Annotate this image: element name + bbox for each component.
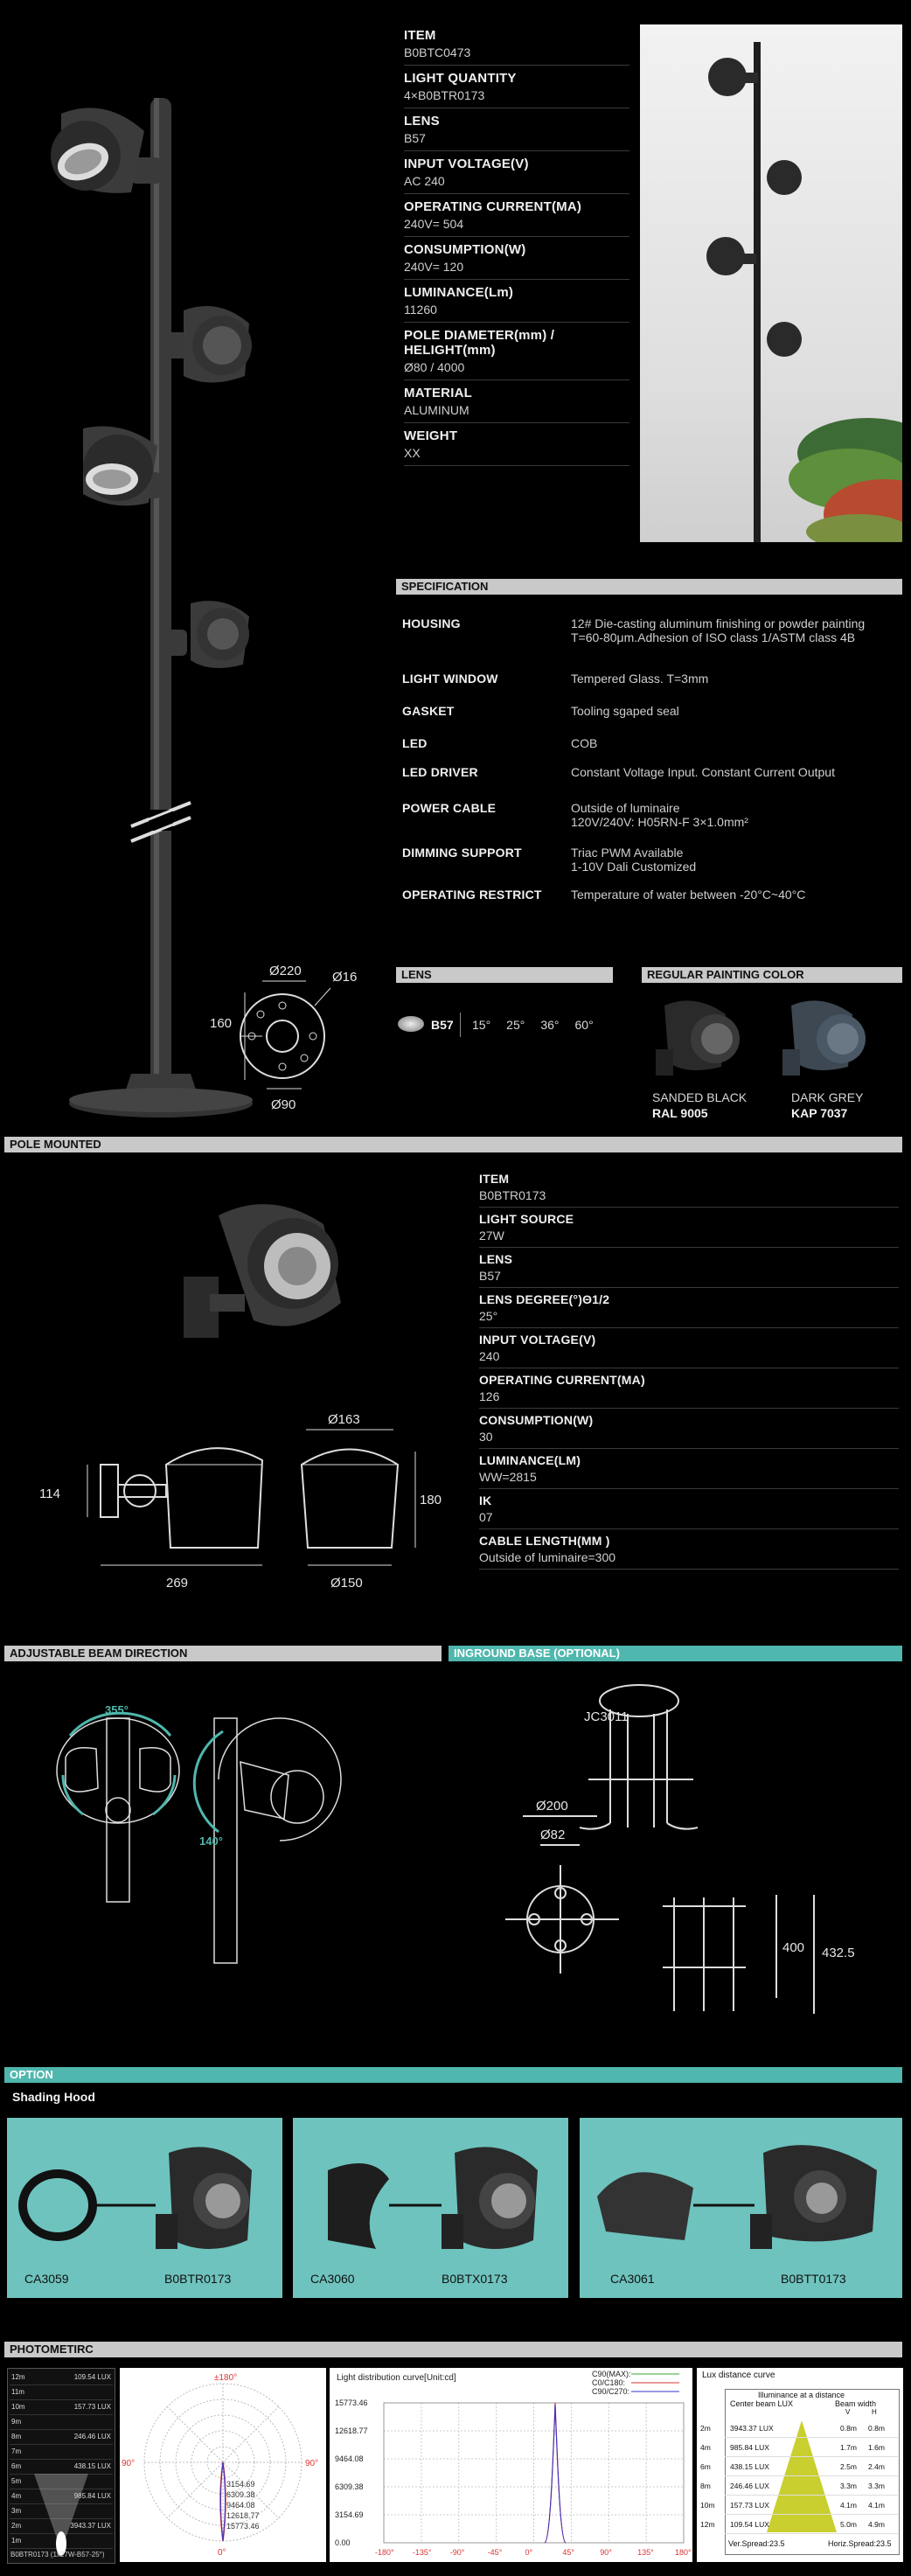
painting-swatches xyxy=(647,988,901,1089)
polar-left: 90° xyxy=(122,2459,136,2468)
polar-v4: 12618.77 xyxy=(226,2511,260,2520)
lux-v: 1.7m xyxy=(840,2443,857,2452)
item-spec-row xyxy=(404,199,629,237)
spec-value: Constant Voltage Input. Constant Current Output xyxy=(571,765,835,779)
inground-code: JC3011 xyxy=(584,1709,629,1724)
lux-center: 438.15 LUX xyxy=(730,2462,769,2471)
lux-hor: Horiz.Spread:23.5 xyxy=(828,2539,892,2548)
hood-2: CA3060 xyxy=(310,2272,355,2286)
pm-spec-divider xyxy=(479,1488,899,1489)
lux-row xyxy=(700,2419,898,2438)
lens-angles xyxy=(472,1018,609,1034)
dim-h432: 432.5 xyxy=(822,1946,855,1960)
color1-name: SANDED BLACK xyxy=(652,1090,748,1104)
pm-spec-value: 240 xyxy=(479,1349,500,1363)
curve-xtick: -135° xyxy=(412,2548,432,2557)
lux-h: 4.9m xyxy=(868,2520,885,2529)
lux-col2: Beam width xyxy=(835,2399,877,2408)
lux-row xyxy=(700,2457,898,2476)
lux-row xyxy=(700,2476,898,2496)
item-spec-value: Ø80 / 4000 xyxy=(404,360,465,374)
lux-distance: 4m xyxy=(700,2443,711,2452)
lux-v: 4.1m xyxy=(840,2501,857,2510)
pm-spec-divider xyxy=(479,1287,899,1288)
lux-distance: 10m xyxy=(700,2501,715,2510)
pm-spec-value: 07 xyxy=(479,1510,493,1524)
beam-tilt: 140° xyxy=(199,1835,223,1848)
pm-spec-label: CONSUMPTION(W) xyxy=(479,1413,594,1427)
spec-label: OPERATING RESTRICT xyxy=(402,888,542,902)
lux-v: 5.0m xyxy=(840,2520,857,2529)
item-spec-value: XX xyxy=(404,446,421,460)
pm-spec-divider xyxy=(479,1528,899,1529)
color2-name: DARK GREY xyxy=(791,1090,864,1104)
lux-h: 4.1m xyxy=(868,2501,885,2510)
curve-ytick: 12618.77 xyxy=(335,2426,368,2435)
lens-angle: 15° xyxy=(472,1018,491,1032)
spec-label: GASKET xyxy=(402,704,455,718)
item-spec-label: LIGHT QUANTITY xyxy=(404,71,517,86)
lux-row xyxy=(700,2438,898,2457)
iso-value: 246.46 LUX xyxy=(73,2433,111,2440)
spec-value: Triac PWM Available 1-10V Dali Customized xyxy=(571,846,697,874)
item-spec-divider xyxy=(404,322,629,323)
lux-h: 3.3m xyxy=(868,2482,885,2490)
curve-ytick: 0.00 xyxy=(335,2538,351,2547)
curve-xtick: 45° xyxy=(562,2548,574,2557)
lux-title: Lux distance curve xyxy=(702,2371,775,2380)
pm-spec-divider xyxy=(479,1408,899,1409)
color1-code: RAL 9005 xyxy=(652,1106,708,1120)
item-spec-value: B0BTC0473 xyxy=(404,45,471,59)
curve-legend-1: C90(MAX): xyxy=(592,2370,631,2378)
pm-spec-row xyxy=(479,1413,899,1449)
iso-distance: 6m xyxy=(11,2462,22,2470)
iso-distance: 8m xyxy=(11,2433,22,2440)
item-spec-value: 4×B0BTR0173 xyxy=(404,88,485,102)
inground-bar: INGROUND BASE (OPTIONAL) xyxy=(449,1646,902,1661)
item-spec-value: 240V= 504 xyxy=(404,217,464,231)
polar-v5: 15773.46 xyxy=(226,2522,260,2531)
option-panel-1 xyxy=(7,2118,282,2298)
painting-bar: REGULAR PAINTING COLOR xyxy=(642,967,902,983)
item-specs xyxy=(404,28,629,471)
beam-bar: ADJUSTABLE BEAM DIRECTION xyxy=(4,1646,442,1661)
item-spec-row xyxy=(404,71,629,108)
pm-spec-row xyxy=(479,1292,899,1328)
iso-distance: 7m xyxy=(11,2447,22,2455)
pm-spec-row xyxy=(479,1172,899,1208)
spec-value: Tempered Glass. T=3mm xyxy=(571,672,709,686)
lux-ver: Ver.Spread:23.5 xyxy=(728,2539,785,2548)
iso-distance: 5m xyxy=(11,2477,22,2485)
dim-w269: 269 xyxy=(166,1576,189,1591)
item-spec-value: AC 240 xyxy=(404,174,445,188)
item-spec-divider xyxy=(404,150,629,151)
item-spec-value: 240V= 120 xyxy=(404,260,464,274)
iso-distance: 12m xyxy=(11,2373,25,2381)
option-subtitle: Shading Hood xyxy=(12,2090,95,2104)
lens-bar: LENS xyxy=(396,967,613,983)
spec-label: LED DRIVER xyxy=(402,765,478,779)
pm-spec-label: INPUT VOLTAGE(V) xyxy=(479,1333,596,1347)
iso-distance: 9m xyxy=(11,2418,22,2426)
pm-spec-label: LENS xyxy=(479,1252,513,1266)
item-spec-row xyxy=(404,285,629,323)
pm-spec-value: 25° xyxy=(479,1309,498,1323)
lens-name: B57 xyxy=(431,1018,454,1032)
lux-v: 3.3m xyxy=(840,2482,857,2490)
pm-spec-label: OPERATING CURRENT(MA) xyxy=(479,1373,645,1387)
curve-xtick: -90° xyxy=(449,2548,465,2557)
option-panel-3 xyxy=(580,2118,902,2298)
item-spec-label: WEIGHT xyxy=(404,428,458,443)
item-spec-label: LENS xyxy=(404,114,440,129)
iso-value: 438.15 LUX xyxy=(73,2462,111,2470)
color2-code: KAP 7037 xyxy=(791,1106,848,1120)
photometric-bar: PHOTOMETIRC xyxy=(4,2342,902,2357)
spec-label: DIMMING SUPPORT xyxy=(402,846,522,860)
lux-center: 985.84 LUX xyxy=(730,2443,769,2452)
iso-distance: 4m xyxy=(11,2492,22,2500)
dim-d90: Ø90 xyxy=(271,1097,296,1112)
item-spec-value: ALUMINUM xyxy=(404,403,469,417)
item-spec-label: INPUT VOLTAGE(V) xyxy=(404,157,529,171)
polar-v3: 9464.08 xyxy=(226,2501,255,2510)
spec-value: Tooling sgaped seal xyxy=(571,704,679,718)
item-spec-value: B57 xyxy=(404,131,426,145)
beam-rotation: 355° xyxy=(105,1703,129,1716)
lamp-2: B0BTX0173 xyxy=(442,2272,508,2286)
pm-spec-divider xyxy=(479,1327,899,1328)
iso-distance: 3m xyxy=(11,2507,22,2515)
iso-value: 985.84 LUX xyxy=(73,2492,111,2500)
item-spec-label: POLE DIAMETER(mm) / HELIGHT(mm) xyxy=(404,328,555,358)
pm-spec-value: B0BTR0173 xyxy=(479,1188,546,1202)
curve-ytick: 9464.08 xyxy=(335,2454,364,2463)
dim-d82: Ø82 xyxy=(540,1828,566,1842)
item-spec-divider xyxy=(404,379,629,380)
lens-angle: 60° xyxy=(574,1018,594,1032)
spec-label: HOUSING xyxy=(402,616,461,630)
pm-spec-row xyxy=(479,1453,899,1489)
curve-ytick: 6309.38 xyxy=(335,2482,364,2491)
spec-value: Outside of luminaire 120V/240V: H05RN-F 3×1.0mm² xyxy=(571,801,748,829)
lens-angle: 36° xyxy=(540,1018,560,1032)
pm-spec-value: WW=2815 xyxy=(479,1470,537,1484)
pm-spec-divider xyxy=(479,1448,899,1449)
iso-distance: 11m xyxy=(11,2388,24,2396)
pole-mounted-drawing xyxy=(0,1163,472,1618)
isolux-panel xyxy=(7,2368,115,2564)
lens-angle: 25° xyxy=(506,1018,525,1032)
spec-label: POWER CABLE xyxy=(402,801,497,815)
item-spec-row xyxy=(404,28,629,66)
distribution-curve-panel xyxy=(330,2368,692,2562)
curve-legend-2: C0/C180: xyxy=(592,2378,626,2387)
lux-colH: H xyxy=(872,2408,877,2416)
dim-h180: 180 xyxy=(420,1493,442,1507)
dim-d16: Ø16 xyxy=(332,970,358,985)
item-spec-divider xyxy=(404,65,629,66)
pm-spec-row xyxy=(479,1212,899,1248)
lux-row-divider xyxy=(725,2533,898,2534)
item-spec-divider xyxy=(404,193,629,194)
option-bar: OPTION xyxy=(4,2067,902,2083)
lens-divider xyxy=(460,1013,461,1037)
dim-h160: 160 xyxy=(210,1016,233,1031)
curve-legend-3: C90/C270: xyxy=(592,2387,630,2396)
polar-top: ±180° xyxy=(214,2373,238,2383)
curve-ytick: 15773.46 xyxy=(335,2398,368,2407)
iso-label: B0BTR0173 (1x27W-B57-25°) xyxy=(10,2551,105,2559)
pm-spec-label: LUMINANCE(LM) xyxy=(479,1453,581,1467)
pm-spec-value: 30 xyxy=(479,1430,493,1444)
pm-spec-value: 126 xyxy=(479,1389,500,1403)
iso-value: 3943.37 LUX xyxy=(70,2522,111,2530)
item-spec-label: MATERIAL xyxy=(404,386,472,400)
pm-spec-divider xyxy=(479,1207,899,1208)
lux-distance: 8m xyxy=(700,2482,711,2490)
pm-spec-divider xyxy=(479,1569,899,1570)
polar-v1: 3154.69 xyxy=(226,2480,255,2489)
item-spec-row xyxy=(404,242,629,280)
pm-spec-row xyxy=(479,1252,899,1288)
pm-spec-label: ITEM xyxy=(479,1172,510,1186)
item-spec-value: 11260 xyxy=(404,303,437,317)
polar-v2: 6309.38 xyxy=(226,2490,255,2499)
lux-v: 2.5m xyxy=(840,2462,857,2471)
item-spec-label: CONSUMPTION(W) xyxy=(404,242,526,257)
pm-spec-row xyxy=(479,1493,899,1529)
lux-v: 0.8m xyxy=(840,2424,857,2433)
lux-distance-panel xyxy=(697,2368,903,2562)
lux-center: 157.73 LUX xyxy=(730,2501,769,2510)
lux-row xyxy=(700,2515,898,2534)
dim-d150: Ø150 xyxy=(330,1576,363,1591)
curve-title: Light distribution curve[Unit:cd] xyxy=(337,2373,456,2383)
spec-value: Temperature of water between -20°C~40°C xyxy=(571,888,806,902)
lux-col1: Center beam LUX xyxy=(730,2399,794,2408)
lux-center: 3943.37 LUX xyxy=(730,2424,774,2433)
spec-label: LIGHT WINDOW xyxy=(402,672,498,686)
lux-header: Illuminance at a distance xyxy=(758,2391,845,2399)
lux-h: 0.8m xyxy=(868,2424,885,2433)
pm-spec-label: IK xyxy=(479,1493,492,1507)
item-spec-row xyxy=(404,157,629,194)
lux-center: 109.54 LUX xyxy=(730,2520,769,2529)
pm-spec-divider xyxy=(479,1247,899,1248)
curve-xtick: 135° xyxy=(637,2548,654,2557)
item-spec-label: ITEM xyxy=(404,28,436,43)
item-spec-divider xyxy=(404,422,629,423)
iso-distance: 10m xyxy=(11,2403,25,2411)
beam-direction-drawing xyxy=(0,1666,442,2016)
pm-spec-value: 27W xyxy=(479,1229,504,1243)
item-spec-row xyxy=(404,428,629,466)
option-panel-2 xyxy=(293,2118,568,2298)
lens-icon xyxy=(398,1016,424,1032)
hood-3: CA3061 xyxy=(610,2272,655,2286)
spec-value: 12# Die-casting aluminum finishing or powder painting T=60-80μm.Adhesion of ISO class 1/ASTM class 4B xyxy=(571,616,866,644)
dim-h400: 400 xyxy=(782,1940,805,1955)
pm-spec-label: CABLE LENGTH(MM ) xyxy=(479,1534,610,1548)
dim-h114: 114 xyxy=(39,1486,60,1501)
pole-mounted-specs xyxy=(479,1172,899,1574)
dim-d200: Ø200 xyxy=(536,1799,568,1814)
iso-distance: 2m xyxy=(11,2522,22,2530)
item-spec-divider xyxy=(404,465,629,466)
lux-colV: V xyxy=(845,2408,851,2416)
curve-ytick: 3154.69 xyxy=(335,2510,364,2519)
polar-right: 90° xyxy=(305,2459,319,2468)
item-spec-row xyxy=(404,328,629,380)
pm-spec-value: Outside of luminaire=300 xyxy=(479,1550,616,1564)
curve-xtick: -45° xyxy=(487,2548,503,2557)
pole-product-drawing xyxy=(0,0,385,1154)
iso-distance: 1m xyxy=(11,2537,22,2545)
lux-distance: 12m xyxy=(700,2520,715,2529)
spec-value: COB xyxy=(571,736,598,750)
item-spec-row xyxy=(404,114,629,151)
polar-bottom: 0° xyxy=(218,2548,226,2558)
polar-panel xyxy=(120,2368,326,2562)
lux-distance: 6m xyxy=(700,2462,711,2471)
item-spec-divider xyxy=(404,236,629,237)
product-photo xyxy=(640,24,902,542)
pm-spec-label: LIGHT SOURCE xyxy=(479,1212,574,1226)
item-spec-label: OPERATING CURRENT(MA) xyxy=(404,199,582,214)
dim-d163: Ø163 xyxy=(328,1412,360,1427)
curve-xtick: 90° xyxy=(600,2548,612,2557)
lux-row xyxy=(700,2496,898,2515)
spec-label: LED xyxy=(402,736,428,750)
item-spec-row xyxy=(404,386,629,423)
iso-value: 109.54 LUX xyxy=(73,2373,111,2381)
pm-spec-label: LENS DEGREE(°)Θ1/2 xyxy=(479,1292,610,1306)
item-spec-divider xyxy=(404,279,629,280)
pm-spec-row xyxy=(479,1534,899,1570)
hood-1: CA3059 xyxy=(24,2272,69,2286)
curve-xtick: -180° xyxy=(375,2548,394,2557)
specification-bar: SPECIFICATION xyxy=(396,579,902,595)
pm-spec-row xyxy=(479,1373,899,1409)
lux-h: 1.6m xyxy=(868,2443,885,2452)
dim-d220: Ø220 xyxy=(269,964,302,978)
item-spec-label: LUMINANCE(Lm) xyxy=(404,285,514,300)
curve-xtick: 180° xyxy=(675,2548,692,2557)
lamp-3: B0BTT0173 xyxy=(781,2272,846,2286)
lux-distance: 2m xyxy=(700,2424,711,2433)
iso-value: 157.73 LUX xyxy=(73,2403,111,2411)
curve-xtick: 0° xyxy=(525,2548,533,2557)
lux-center: 246.46 LUX xyxy=(730,2482,769,2490)
pm-spec-row xyxy=(479,1333,899,1368)
pm-spec-value: B57 xyxy=(479,1269,501,1283)
pole-mounted-bar: POLE MOUNTED xyxy=(4,1137,902,1152)
lamp-1: B0BTR0173 xyxy=(164,2272,232,2286)
inground-drawing xyxy=(449,1666,902,2016)
lux-h: 2.4m xyxy=(868,2462,885,2471)
